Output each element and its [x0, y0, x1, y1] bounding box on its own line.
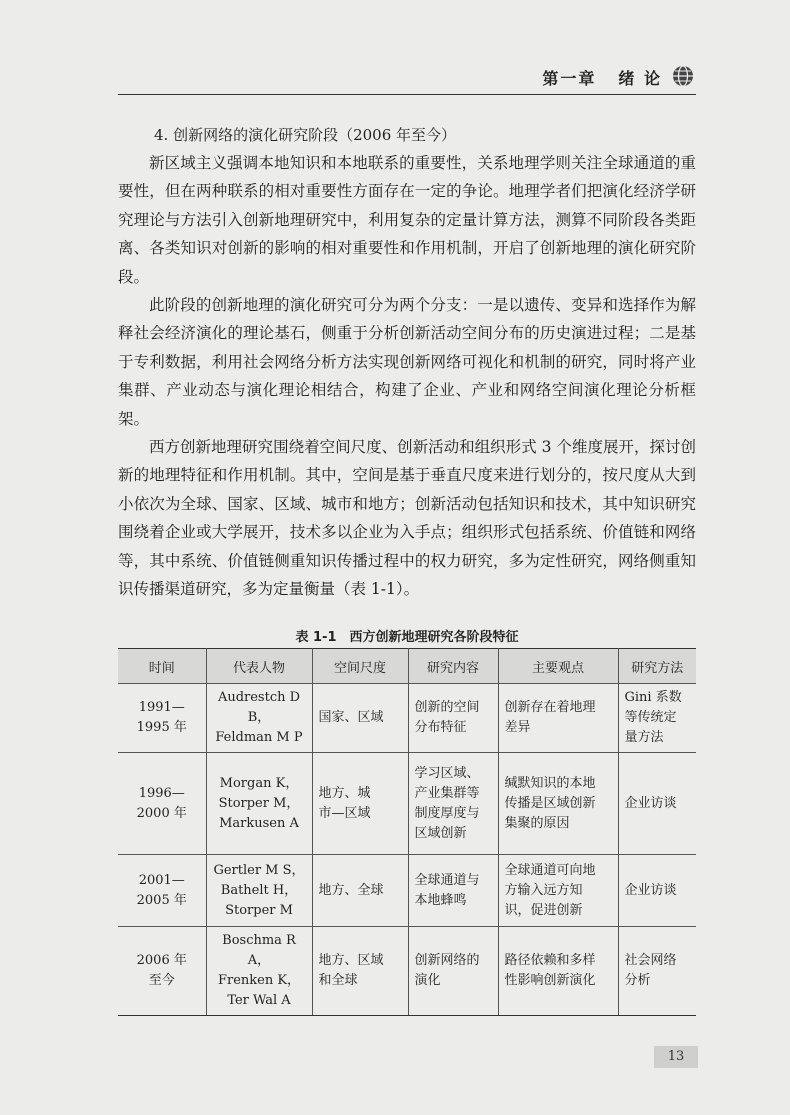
- running-header: [118, 62, 696, 95]
- scale-cell: 国家、区域: [312, 684, 408, 753]
- views-cell: 路径依赖和多样 性影响创新演化: [498, 927, 618, 1016]
- header-time: 时间: [118, 649, 206, 684]
- methods-cell: Gini 系数 等传统定 量方法: [618, 684, 696, 753]
- views-cell: 缄默知识的本地 传播是区域创新 集聚的原因: [498, 753, 618, 855]
- section-body: [118, 122, 696, 604]
- body-paragraph: 新区域主义强调本地知识和本地联系的重要性，关系地理学则关注全球通道的重要性，但在两种联系的相对重要性方面存在一定的争论。地理学者们把演化经济学研究理论与方法引入创新地理研究中，利用复杂的定量计算方法，测算不同阶段各类距离、各类知识对创新的影响的相对重要性和作用机制，开启了创新地理的演化研究阶段。: [118, 154, 696, 286]
- time-cell: 1996— 2000 年: [118, 753, 206, 855]
- table-header-row: [118, 649, 696, 684]
- scale-cell: 地方、全球: [312, 855, 408, 927]
- methods-cell: 企业访谈: [618, 855, 696, 927]
- table-row: [118, 927, 696, 1016]
- section-title: 4. 创新网络的演化研究阶段（2006 年至今）: [154, 126, 457, 144]
- table-row: [118, 855, 696, 927]
- header-content: 研究内容: [408, 649, 498, 684]
- people-cell: Boschma R A， Frenken K， Ter Wal A: [206, 927, 312, 1016]
- content-cell: 创新网络的 演化: [408, 927, 498, 1016]
- header-scale: 空间尺度: [312, 649, 408, 684]
- methods-cell: 企业访谈: [618, 753, 696, 855]
- body-paragraph: 此阶段的创新地理的演化研究可分为两个分支：一是以遗传、变异和选择作为解释社会经济演化的理论基石，侧重于分析创新活动空间分布的历史演进过程；二是基于专利数据，利用社会网络分析方法实现创新网络可视化和机制的研究，同时将产业集群、产业动态与演化理论相结合，构建了企业、产业和网络空间演化理论分析框架。: [118, 296, 696, 428]
- time-cell: 2001— 2005 年: [118, 855, 206, 927]
- scale-cell: 地方、城 市—区域: [312, 753, 408, 855]
- people-cell: Morgan K， Storper M， Markusen A: [206, 753, 312, 855]
- header-methods: 研究方法: [618, 649, 696, 684]
- people-cell: Audrestch D B， Feldman M P: [206, 684, 312, 753]
- table-row: [118, 684, 696, 753]
- table-caption: 表 1-1 西方创新地理研究各阶段特征: [295, 630, 519, 645]
- table-row: [118, 753, 696, 855]
- header-people: 代表人物: [206, 649, 312, 684]
- chapter-title: 绪 论: [618, 69, 662, 88]
- time-cell: 2006 年 至今: [118, 927, 206, 1016]
- views-cell: 创新存在着地理 差异: [498, 684, 618, 753]
- content-cell: 学习区域、 产业集群等 制度厚度与 区域创新: [408, 753, 498, 855]
- body-paragraph: 西方创新地理研究围绕着空间尺度、创新活动和组织形式 3 个维度展开，探讨创新的地理特征和作用机制。其中，空间是基于垂直尺度来进行划分的，按尺度从大到小依次为全球、国家、区域、城市和地方；创新活动包括知识和技术，其中知识研究围绕着企业或大学展开，技术多以企业为入手点；组织形式包括系统、价值链和网络等，其中系统、价值链侧重知识传播过程中的权力研究，多为定性研究，网络侧重知识传播渠道研究，多为定量衡量（表 1-1）。: [118, 438, 696, 599]
- page-number: 13: [654, 1046, 698, 1068]
- time-cell: 1991— 1995 年: [118, 684, 206, 753]
- views-cell: 全球通道可向地 方输入远方知 识，促进创新: [498, 855, 618, 927]
- content-cell: 创新的空间 分布特征: [408, 684, 498, 753]
- chapter-number: 第一章: [542, 69, 597, 88]
- scale-cell: 地方、区域 和全球: [312, 927, 408, 1016]
- people-cell: Gertler M S， Bathelt H， Storper M: [206, 855, 312, 927]
- globe-icon: [672, 65, 694, 87]
- stages-table: [118, 648, 696, 1016]
- header-views: 主要观点: [498, 649, 618, 684]
- chapter-heading: [542, 66, 662, 89]
- content-cell: 全球通道与 本地蜂鸣: [408, 855, 498, 927]
- methods-cell: 社会网络 分析: [618, 927, 696, 1016]
